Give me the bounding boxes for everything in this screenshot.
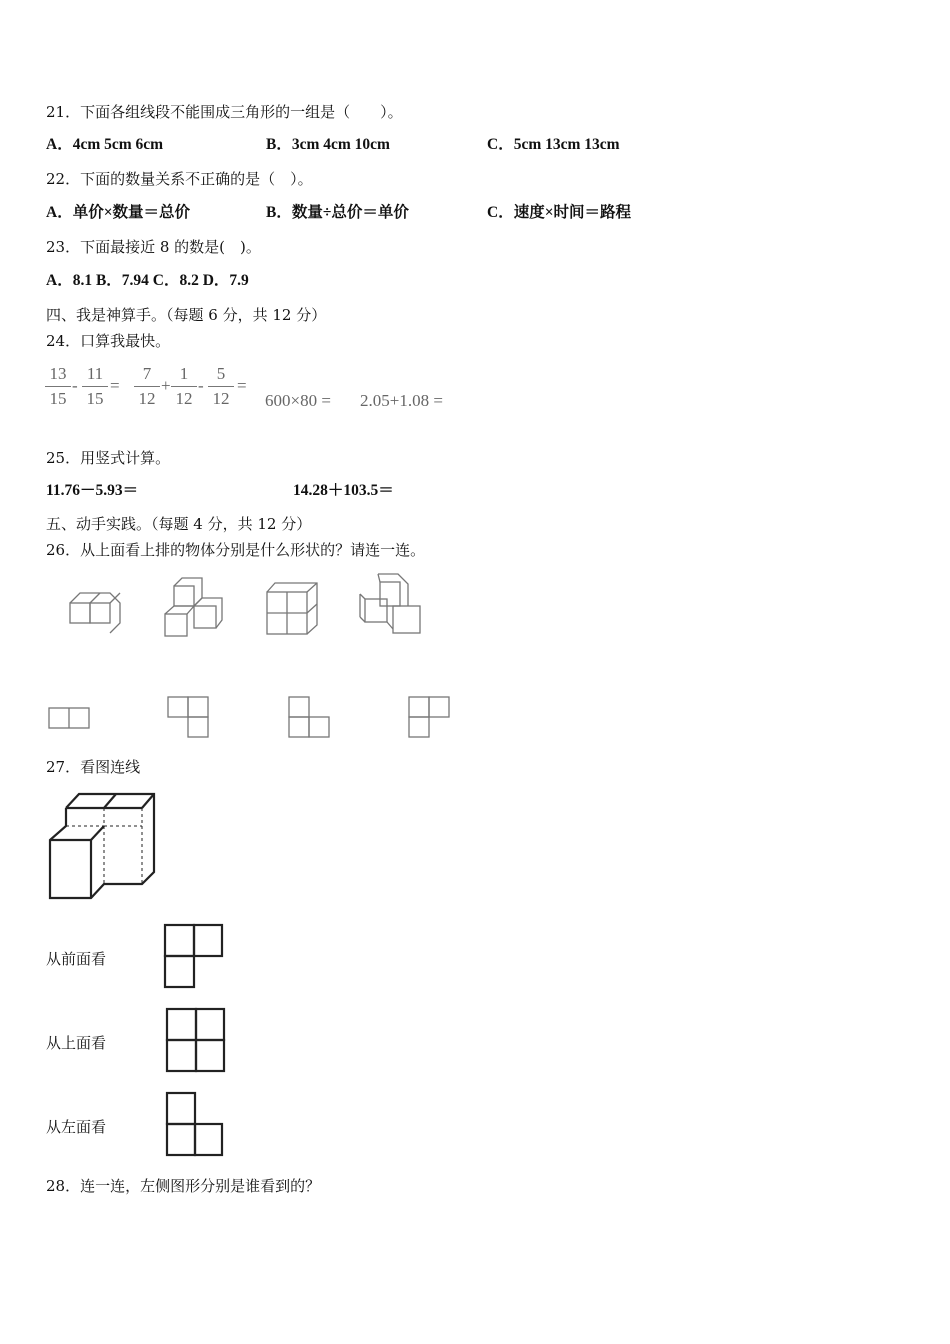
q25-expression-1: 11.76－5.93＝ [46,482,139,499]
denominator: 12 [212,389,230,408]
front-view-shape [162,922,226,990]
q26-stem: 26．从上面看上排的物体分别是什么形状的？请连一连。 [46,541,426,559]
q21-option-a: A．4cm 5cm 6cm [46,136,164,153]
numerator: 7 [142,364,152,383]
q21-option-b: B．3cm 4cm 10cm [266,136,390,153]
cube-figure-4 [358,572,424,638]
equals: = [237,376,247,395]
q23-options: A．8.1 B．7.94 C．8.2 D．7.9 [46,272,249,289]
expression-600x80: 600×80 = [265,391,331,410]
q22-option-a: A．单价×数量＝总价 [46,204,191,221]
fraction [208,364,234,409]
denominator: 12 [138,389,156,408]
q22-option-b: B．数量÷总价＝单价 [266,204,409,221]
q28-stem: 28．连一连，左侧图形分别是谁看到的？ [46,1177,321,1195]
q21-stem: 21．下面各组线段不能围成三角形的一组是（ ）。 [46,103,403,121]
q24-stem: 24．口算我最快。 [46,332,171,350]
cube-figure-3 [265,580,325,638]
fraction [45,364,71,409]
equals: = [110,376,120,395]
operator: - [72,376,78,395]
expression-2.05-plus-1.08: 2.05+1.08 = [360,391,443,410]
label-front-view: 从前面看 [46,950,107,968]
top-view-3 [286,694,332,740]
q22-option-c: C．速度×时间＝路程 [487,204,632,221]
cube-figure-1 [65,590,125,640]
denominator: 12 [175,389,193,408]
fraction [134,364,160,409]
denominator: 15 [49,389,67,408]
label-left-view: 从左面看 [46,1118,107,1136]
numerator: 13 [49,364,67,383]
q25-expression-2: 14.28＋103.5＝ [293,482,394,499]
operator: - [198,376,204,395]
q23-stem: 23．下面最接近 8 的数是( )。 [46,238,261,256]
section-4-heading: 四、我是神算手。（每题 6 分，共 12 分） [46,306,327,324]
top-view-4 [406,694,452,740]
cube-figure-2 [160,576,230,642]
operator: + [161,376,171,395]
numerator: 1 [179,364,189,383]
fraction [171,364,197,409]
numerator: 11 [86,364,104,383]
fraction [82,364,108,409]
top-view-2 [165,694,211,740]
section-5-heading: 五、动手实践。（每题 4 分，共 12 分） [46,515,312,533]
q21-option-c: C．5cm 13cm 13cm [487,136,620,153]
label-top-view: 从上面看 [46,1034,107,1052]
q27-solid-figure [44,788,159,908]
top-view-shape [164,1006,228,1074]
numerator: 5 [216,364,226,383]
q22-stem: 22．下面的数量关系不正确的是（ ）。 [46,170,313,188]
q25-stem: 25．用竖式计算。 [46,449,171,467]
q27-stem: 27．看图连线 [46,758,141,776]
top-view-1 [46,705,92,731]
left-view-shape [164,1090,228,1158]
denominator: 15 [86,389,104,408]
